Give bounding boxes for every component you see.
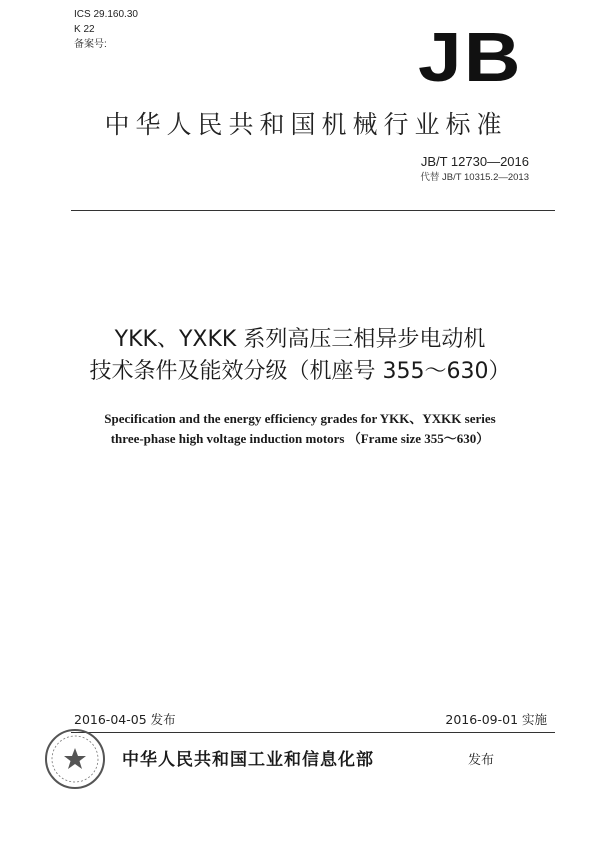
en-title-line-2: three-phase high voltage induction motors （Frame size 355～630）: [110, 431, 490, 446]
publish-date: 2016-04-05 发布: [74, 712, 176, 727]
en-title-line-1: Specification and the energy efficiency grades for YKK、YXKK series: [104, 411, 496, 426]
issuer-suffix: 发布: [468, 753, 495, 768]
cn-title-line-2: 技术条件及能效分级（机座号 355～630）: [89, 359, 511, 384]
issuing-authority: 中华人民共和国工业和信息化部: [122, 750, 374, 770]
record-number-label: 备案号:: [74, 39, 107, 50]
replaces-standard: 代替 JB/T 10315.2—2013: [420, 172, 529, 183]
ccs-code: K 22: [74, 24, 95, 35]
cn-title-line-1: YKK、YXKK 系列高压三相异步电动机: [114, 327, 486, 352]
jb-logo: JB: [418, 18, 523, 96]
official-seal-icon: [42, 726, 108, 792]
ics-code: ICS 29.160.30: [74, 9, 138, 20]
footer-divider: [71, 732, 555, 733]
industry-standard-title: 中华人民共和国机械行业标准: [104, 110, 508, 139]
header-divider: [71, 210, 555, 211]
standard-number: JB/T 12730—2016: [420, 154, 529, 169]
implement-date: 2016-09-01 实施: [445, 712, 547, 727]
